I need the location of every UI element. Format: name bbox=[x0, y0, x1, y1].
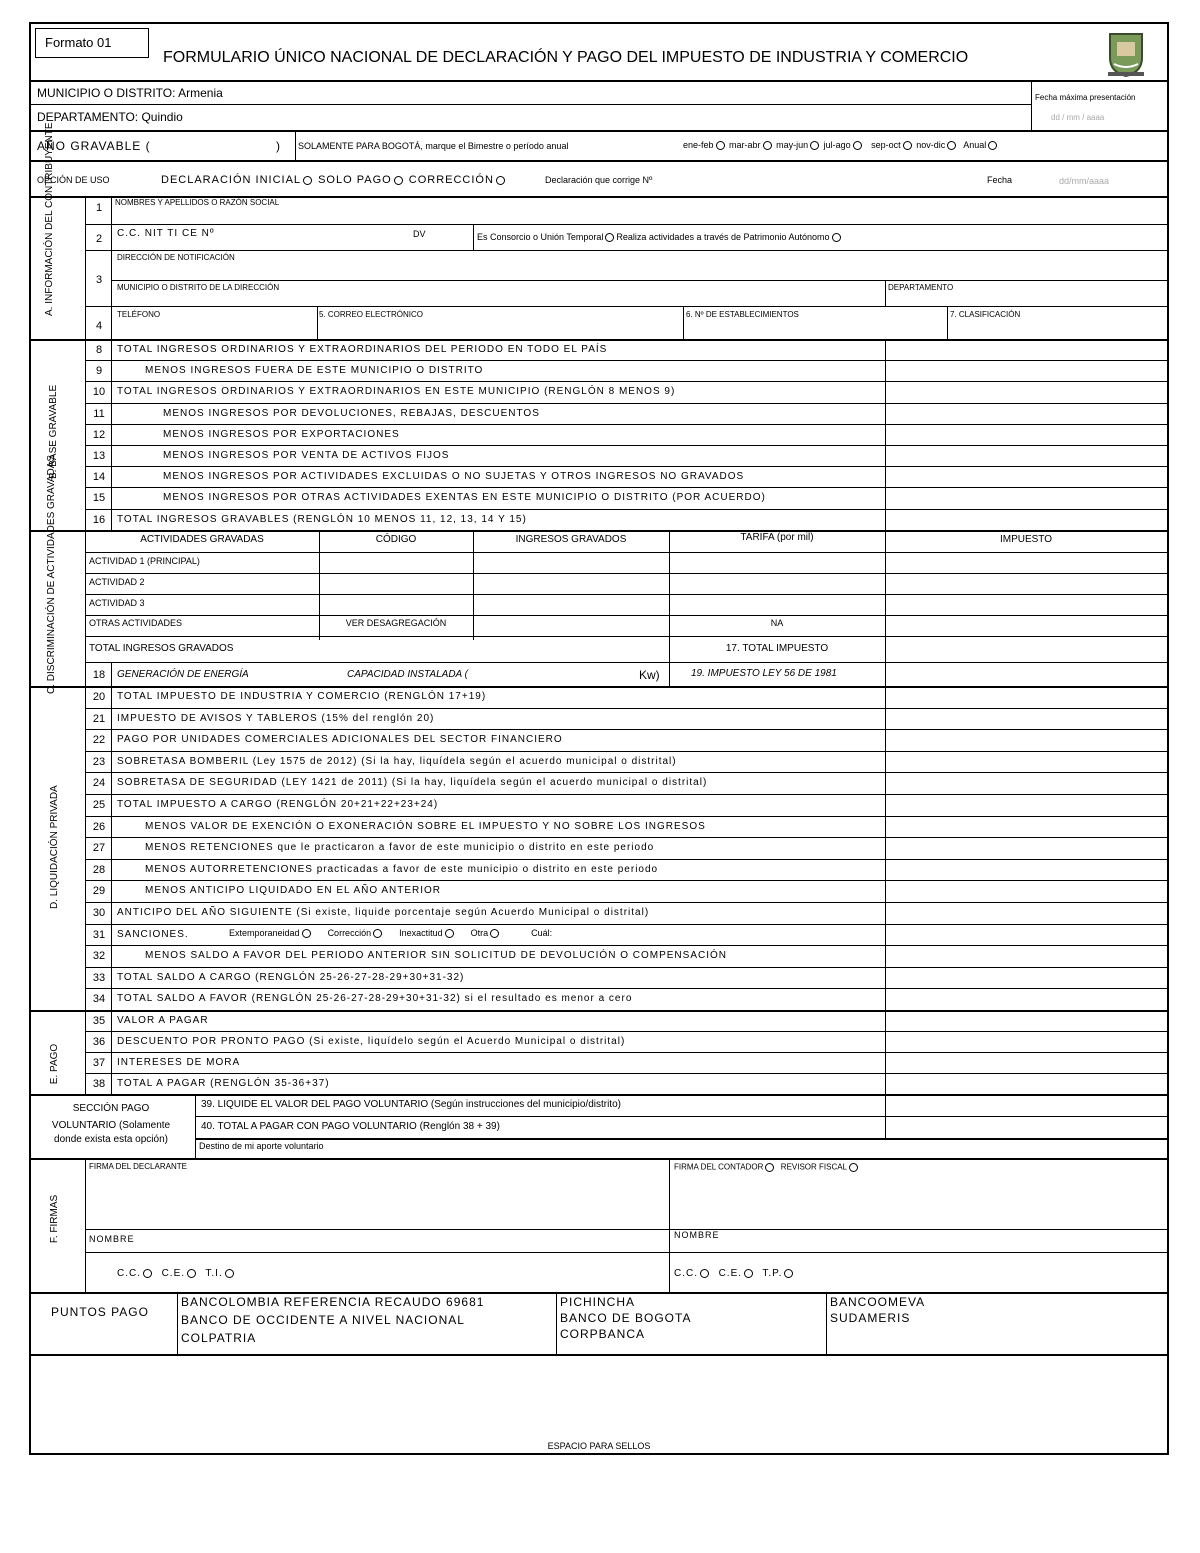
row-22-label: PAGO POR UNIDADES COMERCIALES ADICIONALES DEL SECTOR FINANCIERO bbox=[117, 734, 563, 746]
row-12-value[interactable] bbox=[886, 425, 1166, 444]
row-36-value[interactable] bbox=[886, 1032, 1166, 1051]
period-anual: Anual bbox=[963, 140, 987, 150]
doc-right-ce: C.E. bbox=[718, 1268, 743, 1280]
doc-left-ce-check[interactable] bbox=[187, 1269, 196, 1278]
actividad-3-row: ACTIVIDAD 3 bbox=[89, 598, 145, 608]
bank-colpatria: COLPATRIA bbox=[181, 1331, 257, 1345]
total-ingresos-gravados-label: TOTAL INGRESOS GRAVADOS bbox=[89, 643, 234, 654]
period-nov-dic-check[interactable] bbox=[947, 141, 956, 150]
solo-pago-check[interactable] bbox=[394, 176, 403, 185]
row-num-9: 9 bbox=[95, 365, 103, 378]
row-num-30: 30 bbox=[92, 907, 106, 919]
sancion-extemporaneidad-check[interactable] bbox=[302, 929, 311, 938]
row-36-label: DESCUENTO POR PRONTO PAGO (Si existe, liquídelo según el Acuerdo Municipal o distrital) bbox=[117, 1036, 626, 1047]
sancion-inexactitud-check[interactable] bbox=[445, 929, 454, 938]
clasificacion-field[interactable]: 7. CLASIFICACIÓN bbox=[950, 310, 1021, 319]
section-f-title: F. FIRMAS bbox=[49, 1194, 60, 1244]
period-ene-feb: ene-feb bbox=[683, 140, 714, 150]
anio-gravable-label: AÑO GRAVABLE ( bbox=[37, 139, 151, 153]
doc-contador-options bbox=[674, 1269, 795, 1279]
bank-corpbanca: CORPBANCA bbox=[560, 1327, 646, 1341]
row-29-label: MENOS ANTICIPO LIQUIDADO EN EL AÑO ANTERIOR bbox=[145, 885, 442, 897]
bank-sudameris: SUDAMERIS bbox=[830, 1311, 911, 1325]
departamento-field[interactable]: DEPARTAMENTO: Quindio bbox=[37, 110, 183, 124]
row-35-value[interactable] bbox=[886, 1011, 1166, 1030]
row-8-label: TOTAL INGRESOS ORDINARIOS Y EXTRAORDINARIOS DEL PERIODO EN TODO EL PAÍS bbox=[117, 344, 608, 355]
period-jul-ago: jul-ago bbox=[823, 140, 851, 150]
col-header-actividades: ACTIVIDADES GRAVADAS bbox=[140, 534, 264, 545]
fecha-correccion-field[interactable]: dd/mm/aaaa bbox=[1059, 176, 1110, 186]
row-24-value[interactable] bbox=[886, 773, 1166, 793]
departamento-direccion-field[interactable]: DEPARTAMENTO bbox=[888, 283, 954, 292]
row-20-value[interactable] bbox=[886, 687, 1166, 707]
row-21-value[interactable] bbox=[886, 709, 1166, 729]
ver-desagregacion-link[interactable]: VER DESAGREGACIÓN bbox=[345, 618, 447, 628]
row-33-label: TOTAL SALDO A CARGO (RENGLÓN 25-26-27-28-29+30+31-32) bbox=[117, 971, 465, 983]
row-25-value[interactable] bbox=[886, 795, 1166, 815]
doc-left-ti-check[interactable] bbox=[225, 1269, 234, 1278]
row-16-label: TOTAL INGRESOS GRAVABLES (RENGLÓN 10 MENOS 11, 12, 13, 14 Y 15) bbox=[117, 513, 527, 525]
row-30-label: ANTICIPO DEL AÑO SIGUIENTE (Si existe, liquide porcentaje según Acuerdo Municipal o distrital) bbox=[117, 907, 650, 918]
establecimientos-field[interactable]: 6. Nº DE ESTABLECIMIENTOS bbox=[686, 310, 799, 319]
sancion-inexactitud: Inexactitud bbox=[399, 928, 443, 938]
bank-bancolombia: BANCOLOMBIA REFERENCIA RECAUDO 69681 bbox=[181, 1295, 485, 1309]
row-num-13: 13 bbox=[92, 450, 106, 462]
firma-contador-label: FIRMA DEL CONTADOR bbox=[674, 1162, 764, 1172]
row-12-label: MENOS INGRESOS POR EXPORTACIONES bbox=[163, 428, 400, 440]
row-40-label: 40. TOTAL A PAGAR CON PAGO VOLUNTARIO (Renglón 38 + 39) bbox=[201, 1121, 500, 1132]
capacidad-instalada-label: CAPACIDAD INSTALADA ( bbox=[347, 669, 468, 680]
period-sep-oct-check[interactable] bbox=[903, 141, 912, 150]
anio-gravable-close: ) bbox=[276, 139, 280, 153]
period-selector bbox=[683, 141, 999, 150]
row-num-37: 37 bbox=[92, 1057, 106, 1069]
voluntario-label-2: VOLUNTARIO (Solamente bbox=[51, 1120, 171, 1131]
direccion-field[interactable]: DIRECCIÓN DE NOTIFICACIÓN bbox=[117, 253, 235, 262]
row-26-label: MENOS VALOR DE EXENCIÓN O EXONERACIÓN SOBRE EL IMPUESTO Y NO SOBRE LOS INGRESOS bbox=[145, 820, 706, 832]
row-38-label: TOTAL A PAGAR (RENGLÓN 35-36+37) bbox=[117, 1078, 330, 1089]
kw-unit: Kw) bbox=[639, 668, 660, 682]
row-9-value[interactable] bbox=[886, 361, 1166, 380]
nombre-contador-field[interactable]: NOMBRE bbox=[674, 1230, 720, 1240]
row-35-label: VALOR A PAGAR bbox=[117, 1015, 209, 1026]
fecha-presentacion-label: Fecha máxima presentación bbox=[1035, 93, 1136, 102]
col-header-tarifa: TARIFA (por mil) bbox=[740, 532, 814, 543]
col-header-codigo: CÓDIGO bbox=[375, 534, 417, 545]
correccion-label: CORRECCIÓN bbox=[408, 174, 494, 186]
row-25-label: TOTAL IMPUESTO A CARGO (RENGLÓN 20+21+22+23+24) bbox=[117, 799, 439, 810]
voluntario-label-3: donde exista esta opción) bbox=[54, 1134, 168, 1145]
espacio-sellos: ESPACIO PARA SELLOS bbox=[547, 1441, 651, 1451]
row-num-22: 22 bbox=[92, 734, 106, 747]
col-header-impuesto: IMPUESTO bbox=[999, 534, 1053, 545]
bank-pichincha: PICHINCHA bbox=[560, 1295, 636, 1309]
actividad-2-row: ACTIVIDAD 2 bbox=[89, 577, 145, 587]
voluntario-label-1: SECCIÓN PAGO bbox=[72, 1103, 150, 1114]
consorcio-option bbox=[477, 233, 843, 242]
row-39-label: 39. LIQUIDE EL VALOR DEL PAGO VOLUNTARIO (Según instrucciones del municipio/distrito) bbox=[201, 1099, 621, 1110]
row-28-label: MENOS AUTORRETENCIONES practicadas a favor de este municipio o distrito en este periodo bbox=[145, 863, 659, 875]
row-num-35: 35 bbox=[92, 1015, 106, 1027]
row-13-value[interactable] bbox=[886, 446, 1166, 465]
revisor-fiscal-check[interactable] bbox=[849, 1163, 858, 1172]
period-nov-dic: nov-dic bbox=[916, 140, 946, 150]
period-mar-abr-check[interactable] bbox=[763, 141, 772, 150]
tarifa-na: NA bbox=[770, 618, 784, 628]
period-may-jun-check[interactable] bbox=[810, 141, 819, 150]
row-30-value[interactable] bbox=[886, 903, 1166, 923]
fecha-presentacion-field[interactable]: dd / mm / aaaa bbox=[1051, 113, 1105, 122]
tax-form bbox=[29, 22, 1169, 1455]
row-38-value[interactable] bbox=[886, 1074, 1166, 1093]
consorcio-check[interactable] bbox=[605, 233, 614, 242]
row-15-value[interactable] bbox=[886, 488, 1166, 507]
row-10-value[interactable] bbox=[886, 382, 1166, 401]
patrimonio-label: Realiza actividades a través de Patrimonio Autónomo bbox=[616, 232, 830, 242]
doc-declarante-options bbox=[117, 1269, 236, 1279]
row-31-value[interactable] bbox=[886, 925, 1166, 945]
row-27-value[interactable] bbox=[886, 838, 1166, 858]
row-20-label: TOTAL IMPUESTO DE INDUSTRIA Y COMERCIO (RENGLÓN 17+19) bbox=[117, 691, 487, 702]
doc-left-ce: C.E. bbox=[161, 1268, 186, 1280]
doc-right-cc-check[interactable] bbox=[700, 1269, 709, 1278]
opcion-uso-label: OPCIÓN DE USO bbox=[37, 175, 110, 185]
row-33-value[interactable] bbox=[886, 968, 1166, 988]
row-11-value[interactable] bbox=[886, 404, 1166, 423]
sanciones-options bbox=[229, 929, 552, 938]
nombre-declarante-field[interactable]: NOMBRE bbox=[89, 1234, 135, 1244]
row-21-label: IMPUESTO DE AVISOS Y TABLEROS (15% del renglón 20) bbox=[117, 712, 435, 724]
row-34-value[interactable] bbox=[886, 989, 1166, 1009]
row-16-value[interactable] bbox=[886, 510, 1166, 529]
correo-field[interactable]: 5. CORREO ELECTRÓNICO bbox=[319, 310, 424, 319]
bank-occidente: BANCO DE OCCIDENTE A NIVEL NACIONAL bbox=[181, 1313, 465, 1327]
solo-pago-label: SOLO PAGO bbox=[318, 174, 392, 186]
generacion-energia-label: GENERACIÓN DE ENERGÍA bbox=[117, 669, 249, 680]
row-num-29: 29 bbox=[92, 885, 106, 898]
row-num-27: 27 bbox=[92, 842, 106, 855]
row-22-value[interactable] bbox=[886, 730, 1166, 750]
row-num-2: 2 bbox=[95, 233, 103, 245]
municipio-direccion-field[interactable]: MUNICIPIO O DISTRITO DE LA DIRECCIÓN bbox=[117, 283, 280, 292]
declaracion-inicial-check[interactable] bbox=[303, 176, 312, 185]
row-num-38: 38 bbox=[92, 1078, 106, 1090]
dv-field[interactable]: DV bbox=[413, 229, 426, 239]
row-9-label: MENOS INGRESOS FUERA DE ESTE MUNICIPIO O DISTRITO bbox=[145, 365, 484, 377]
doc-right-cc: C.C. bbox=[674, 1268, 698, 1280]
row-32-label: MENOS SALDO A FAVOR DEL PERIODO ANTERIOR SIN SOLICITUD DE DEVOLUCIÓN O COMPENSACIÓN bbox=[145, 950, 727, 962]
form-title: FORMULARIO ÚNICO NACIONAL DE DECLARACIÓN Y PAGO DEL IMPUESTO DE INDUSTRIA Y COMERCIO bbox=[163, 49, 969, 66]
row-23-label: SOBRETASA BOMBERIL (Ley 1575 de 2012) (Si la hay, liquídela según el acuerdo municipal o distrital) bbox=[117, 755, 677, 767]
row-num-8: 8 bbox=[95, 344, 103, 356]
row-num-1: 1 bbox=[95, 202, 103, 214]
doc-right-tp: T.P. bbox=[762, 1268, 783, 1280]
row-num-34: 34 bbox=[92, 993, 106, 1006]
row-14-label: MENOS INGRESOS POR ACTIVIDADES EXCLUIDAS O NO SUJETAS Y OTROS INGRESOS NO GRAVADOS bbox=[163, 471, 745, 483]
row-34-label: TOTAL SALDO A FAVOR (RENGLÓN 25-26-27-28-29+30+31-32) si el resultado es menor a cero bbox=[117, 993, 633, 1005]
doc-left-cc: C.C. bbox=[117, 1268, 141, 1280]
row-26-value[interactable] bbox=[886, 817, 1166, 837]
row-10-label: TOTAL INGRESOS ORDINARIOS Y EXTRAORDINARIOS EN ESTE MUNICIPIO (RENGLÓN 8 MENOS 9) bbox=[117, 386, 676, 398]
fecha-label: Fecha bbox=[987, 175, 1013, 185]
row-num-33: 33 bbox=[92, 971, 106, 984]
municipal-seal-icon bbox=[1106, 30, 1146, 78]
row-37-label: INTERESES DE MORA bbox=[117, 1057, 241, 1068]
period-anual-check[interactable] bbox=[988, 141, 997, 150]
row-num-36: 36 bbox=[92, 1036, 106, 1048]
section-a-title: A. INFORMACIÓN DEL CONTRIBUYENTE bbox=[44, 122, 55, 316]
row-14-value[interactable] bbox=[886, 467, 1166, 486]
row-num-26: 26 bbox=[92, 820, 106, 833]
documento-field[interactable]: C.C. NIT TI CE Nº bbox=[117, 228, 215, 239]
section-b-title: B. BASE GRAVABLE bbox=[48, 384, 59, 479]
sancion-otra-check[interactable] bbox=[490, 929, 499, 938]
row-num-31: 31 bbox=[92, 928, 106, 941]
row-num-4: 4 bbox=[95, 320, 103, 332]
row-num-32: 32 bbox=[92, 950, 106, 963]
row-15-label: MENOS INGRESOS POR OTRAS ACTIVIDADES EXENTAS EN ESTE MUNICIPIO O DISTRITO (POR ACUERDO) bbox=[163, 492, 766, 504]
row-num-14: 14 bbox=[92, 471, 106, 484]
period-mar-abr: mar-abr bbox=[729, 140, 761, 150]
row-num-12: 12 bbox=[92, 428, 106, 441]
row-31-label: SANCIONES. bbox=[117, 928, 189, 940]
actividad-1-row: ACTIVIDAD 1 (PRINCIPAL) bbox=[89, 556, 200, 566]
row-13-label: MENOS INGRESOS POR VENTA DE ACTIVOS FIJOS bbox=[163, 450, 450, 461]
row-num-20: 20 bbox=[92, 691, 106, 703]
section-d-title: D. LIQUIDACIÓN PRIVADA bbox=[49, 785, 60, 909]
bank-bogota: BANCO DE BOGOTA bbox=[560, 1311, 692, 1325]
sancion-cual-label: Cuál: bbox=[531, 928, 553, 938]
period-may-jun: may-jun bbox=[776, 140, 809, 150]
row-num-10: 10 bbox=[92, 386, 106, 399]
declaracion-inicial-label: DECLARACIÓN INICIAL bbox=[161, 174, 302, 186]
row-24-label: SOBRETASA DE SEGURIDAD (LEY 1421 de 2011) (Si la hay, liquídela según el acuerdo municipal o distrital) bbox=[117, 777, 708, 789]
row-23-value[interactable] bbox=[886, 752, 1166, 772]
destino-aporte-field[interactable]: Destino de mi aporte voluntario bbox=[199, 1141, 324, 1151]
row-11-label: MENOS INGRESOS POR DEVOLUCIONES, REBAJAS, DESCUENTOS bbox=[163, 407, 540, 419]
telefono-field[interactable]: TELÉFONO bbox=[117, 310, 161, 319]
sancion-otra: Otra bbox=[470, 928, 489, 938]
row-num-28: 28 bbox=[92, 863, 106, 876]
nombres-field[interactable]: NOMBRES Y APELLIDOS O RAZÓN SOCIAL bbox=[115, 198, 280, 207]
revisor-fiscal-label: REVISOR FISCAL bbox=[780, 1162, 848, 1172]
period-jul-ago-check[interactable] bbox=[853, 141, 862, 150]
row-29-value[interactable] bbox=[886, 881, 1166, 901]
col-header-ingresos: INGRESOS GRAVADOS bbox=[515, 534, 627, 545]
row-num-24: 24 bbox=[92, 777, 106, 790]
format-label: Formato 01 bbox=[45, 35, 112, 50]
doc-right-tp-check[interactable] bbox=[784, 1269, 793, 1278]
sancion-extemporaneidad: Extemporaneidad bbox=[229, 928, 300, 938]
section-e-title: E. PAGO bbox=[49, 1043, 60, 1085]
row-num-15: 15 bbox=[92, 492, 106, 505]
row-num-11: 11 bbox=[93, 407, 105, 420]
opcion-uso-options bbox=[161, 175, 507, 186]
bogota-note: SOLAMENTE PARA BOGOTÁ, marque el Bimestre o período anual bbox=[298, 141, 569, 151]
row-num-16: 16 bbox=[92, 513, 106, 526]
puntos-pago-label: PUNTOS PAGO bbox=[51, 1305, 149, 1319]
period-ene-feb-check[interactable] bbox=[716, 141, 725, 150]
bank-bancoomeva: BANCOOMEVA bbox=[830, 1295, 926, 1309]
otras-actividades-row: OTRAS ACTIVIDADES bbox=[89, 618, 183, 628]
doc-left-cc-check[interactable] bbox=[143, 1269, 152, 1278]
row-num-3: 3 bbox=[95, 274, 103, 286]
firma-declarante-field[interactable]: FIRMA DEL DECLARANTE bbox=[89, 1162, 187, 1171]
correccion-check[interactable] bbox=[496, 176, 505, 185]
impuesto-ley-56-label: 19. IMPUESTO LEY 56 DE 1981 bbox=[691, 668, 837, 679]
row-28-value[interactable] bbox=[886, 860, 1166, 880]
row-37-value[interactable] bbox=[886, 1053, 1166, 1072]
firma-contador-check[interactable] bbox=[765, 1163, 774, 1172]
row-num-23: 23 bbox=[92, 755, 106, 768]
municipio-field[interactable]: MUNICIPIO O DISTRITO: Armenia bbox=[37, 86, 223, 100]
row-8-value[interactable] bbox=[886, 340, 1166, 359]
row-32-value[interactable] bbox=[886, 946, 1166, 966]
row-num-25: 25 bbox=[92, 799, 106, 811]
section-c-title: C. DISCRIMINACIÓN DE ACTIVIDADES GRAVADAS bbox=[46, 454, 57, 694]
row-27-label: MENOS RETENCIONES que le practicaron a favor de este municipio o distrito en este periodo bbox=[145, 842, 655, 854]
firma-contador-field bbox=[674, 1163, 860, 1172]
sancion-correccion-check[interactable] bbox=[373, 929, 382, 938]
row-num-18: 18 bbox=[92, 669, 106, 681]
doc-left-ti: T.I. bbox=[205, 1268, 223, 1280]
patrimonio-check[interactable] bbox=[832, 233, 841, 242]
total-impuesto-label: 17. TOTAL IMPUESTO bbox=[725, 643, 829, 654]
sancion-correccion: Corrección bbox=[327, 928, 372, 938]
doc-right-ce-check[interactable] bbox=[744, 1269, 753, 1278]
row-num-21: 21 bbox=[92, 712, 106, 725]
declaracion-corrige-label: Declaración que corrige Nº bbox=[545, 175, 653, 185]
period-sep-oct: sep-oct bbox=[871, 140, 901, 150]
consorcio-label: Es Consorcio o Unión Temporal bbox=[477, 232, 604, 242]
